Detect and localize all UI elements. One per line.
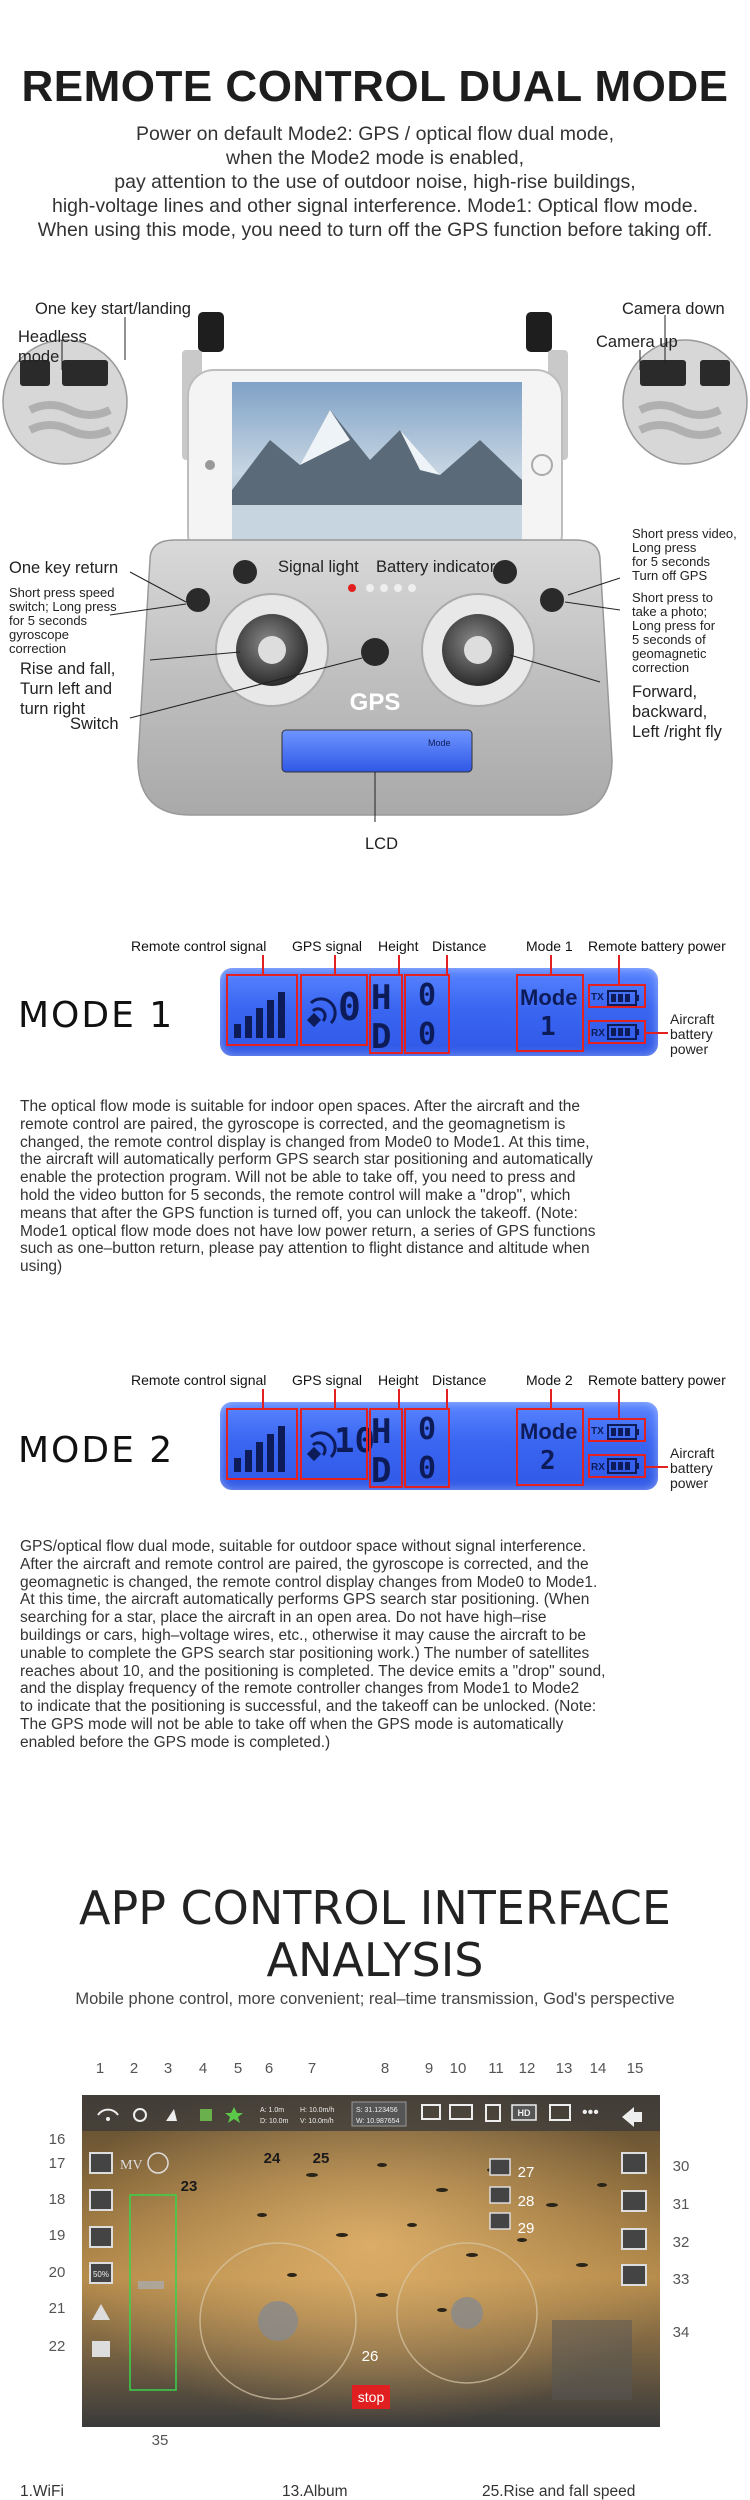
callout-9: 9 xyxy=(424,2060,434,2077)
video-icon xyxy=(90,2190,112,2210)
svg-text:stop: stop xyxy=(357,2389,385,2405)
m1-mode-word: Mode xyxy=(520,985,578,1010)
callout-32: 32 xyxy=(672,2234,690,2251)
callout-27: 27 xyxy=(517,2164,535,2181)
intro-line: Power on default Mode2: GPS / optical flow dual mode, xyxy=(135,123,615,145)
m2-mode-word: Mode xyxy=(520,1419,578,1444)
callout-7: 7 xyxy=(307,2060,317,2077)
follow-icon xyxy=(622,2265,646,2285)
battery-icon xyxy=(200,2109,212,2121)
m2-d: D xyxy=(371,1451,392,1491)
callout-18: 18 xyxy=(48,2191,66,2208)
callout-8: 8 xyxy=(380,2060,390,2077)
m2-label-remote-signal: Remote control signal xyxy=(131,1372,267,1388)
callout-23: 23 xyxy=(180,2178,198,2195)
m1-label-distance: Distance xyxy=(432,938,487,954)
m2-tx: TX xyxy=(591,1426,604,1437)
intro-line: pay attention to the use of outdoor noise, high-rise buildings, xyxy=(114,171,636,193)
svg-text:W: 10.987654: W: 10.987654 xyxy=(356,2118,400,2125)
m2-label-mode: Mode 2 xyxy=(526,1372,573,1388)
callout-35: 35 xyxy=(151,2432,169,2449)
m1-d: D xyxy=(371,1017,392,1057)
callout-24: 24 xyxy=(263,2150,281,2167)
callout-1: 1 xyxy=(95,2060,105,2077)
label-headless: Headless mode xyxy=(18,328,87,366)
callout-14: 14 xyxy=(589,2060,607,2077)
app-title: APP CONTROL INTERFACE ANALYSIS xyxy=(78,1881,671,1987)
photo-icon xyxy=(90,2153,112,2173)
label-signal-light: Signal light xyxy=(278,558,359,576)
callout-12: 12 xyxy=(518,2060,536,2077)
m1-label-mode: Mode 1 xyxy=(526,938,573,954)
label-switch: Switch xyxy=(70,715,119,733)
label-battery-indicator: Battery indicator xyxy=(376,558,496,576)
gravity-icon xyxy=(90,2227,112,2247)
label-camera-down: Camera down xyxy=(622,300,725,318)
gesture-icon xyxy=(622,2229,646,2249)
svg-text:D: 10.0m: D: 10.0m xyxy=(260,2118,289,2125)
photo-button xyxy=(540,588,564,612)
legend-item: 25.Rise and fall speed xyxy=(482,2483,636,2500)
one-key-start-button xyxy=(233,560,257,584)
m2-aircraft-battery: Aircraft battery power xyxy=(670,1445,715,1491)
m2-label-gps: GPS signal xyxy=(292,1372,363,1388)
m1-d-val: 0 xyxy=(418,1017,437,1052)
label-one-key-start: One key start/landing xyxy=(35,300,191,318)
m1-tx: TX xyxy=(591,992,604,1003)
rotate360-icon xyxy=(622,2153,646,2173)
switch-button xyxy=(361,638,389,666)
intro-line: high-voltage lines and other signal interference. Mode1: Optical flow mode. xyxy=(51,195,699,217)
more-icon: ••• xyxy=(582,2104,599,2121)
callout-34: 34 xyxy=(672,2324,690,2341)
m1-label-gps: GPS signal xyxy=(292,938,363,954)
callout-31: 31 xyxy=(672,2196,690,2213)
callout-16: 16 xyxy=(48,2131,66,2148)
signal-light xyxy=(348,584,356,592)
callout-21: 21 xyxy=(48,2300,66,2317)
mv-icon: MV xyxy=(120,2158,143,2173)
callout-4: 4 xyxy=(198,2060,208,2077)
m1-h: H xyxy=(371,978,392,1018)
svg-text:S: 31.123456: S: 31.123456 xyxy=(356,2107,398,2114)
callout-10: 10 xyxy=(449,2060,467,2077)
m1-mode-num: 1 xyxy=(540,1012,556,1042)
callout-13: 13 xyxy=(555,2060,573,2077)
app-subtitle: Mobile phone control, more convenient; real–time transmission, God's perspective xyxy=(75,1990,675,2008)
left-virtual-stick xyxy=(258,2301,298,2341)
m2-gps-count: 10 xyxy=(334,1421,375,1461)
m1-gps-count: 0 xyxy=(338,985,361,1029)
svg-text:H: 10.0m/h: H: 10.0m/h xyxy=(300,2107,335,2114)
camera-up-button xyxy=(493,560,517,584)
mode2-description: GPS/optical flow dual mode, suitable for outdoor space without signal interference. After the aircraft and remote control are paired, the gyroscope is corrected, and the geomagnetic is changed, the remote control display changes from Mode0 to Mode1. At this time, the aircraft automatically performs GPS search star positioning. (When searching for a star, place the aircraft in an open area. Do not have high–rise buildings or cars, high–voltage wires, etc., otherwise it may cause the aircraft to be unable to complete the GPS search star positioning work.) The number of satellites reaches about 10, and the positioning is completed. The device emits a "drop" sound, and the display frequency of the remote controller changes from Mode1 to Mode2 to indicate that the positioning is successful, and the takeoff can be unlocked. (Note: The GPS mode will not be able to take off when the GPS mode is automatically enabled before the GPS mode is completed.) xyxy=(20,1538,606,1751)
m2-label-remote-battery: Remote battery power xyxy=(588,1372,726,1388)
label-photo: Short press to take a photo; Long press for 5 seconds of geomagnetic correction xyxy=(632,590,716,675)
svg-text:A: 1.0m: A: 1.0m xyxy=(260,2107,285,2114)
lcd-mode-text: Mode xyxy=(428,738,451,748)
callout-22: 22 xyxy=(48,2338,66,2355)
m1-h-val: 0 xyxy=(418,978,437,1013)
label-one-key-return: One key return xyxy=(9,559,119,577)
m2-h-val: 0 xyxy=(418,1412,437,1447)
gps-logo: GPS xyxy=(349,689,401,716)
left-antenna xyxy=(198,312,224,352)
intro-line: When using this mode, you need to turn off the GPS function before taking off. xyxy=(37,219,713,241)
legend-item: 13.Album xyxy=(282,2483,348,2500)
controller-lcd xyxy=(282,730,472,772)
callout-6: 6 xyxy=(264,2060,274,2077)
svg-text:HD: HD xyxy=(517,2108,531,2118)
right-virtual-stick xyxy=(451,2297,483,2329)
page-title: REMOTE CONTROL DUAL MODE xyxy=(21,62,729,111)
right-closeup xyxy=(623,340,747,464)
callout-15: 15 xyxy=(626,2060,644,2077)
app-screen xyxy=(82,2095,660,2427)
callout-2: 2 xyxy=(129,2060,139,2077)
callout-28: 28 xyxy=(517,2193,535,2210)
callout-19: 19 xyxy=(48,2227,66,2244)
callout-29: 29 xyxy=(517,2220,535,2237)
label-speed-switch: Short press speed switch; Long press for 5 seconds gyroscope correction xyxy=(9,585,117,656)
minimap xyxy=(552,2320,632,2400)
label-camera-up: Camera up xyxy=(596,333,678,351)
intro-text xyxy=(0,122,750,242)
m2-label-distance: Distance xyxy=(432,1372,487,1388)
m2-label-height: Height xyxy=(378,1372,419,1388)
callout-30: 30 xyxy=(672,2158,690,2175)
m2-d-val: 0 xyxy=(418,1451,437,1486)
m1-rx: RX xyxy=(591,1028,605,1039)
m1-label-remote-battery: Remote battery power xyxy=(588,938,726,954)
label-lcd: LCD xyxy=(365,835,399,853)
intro-line: when the Mode2 mode is enabled, xyxy=(225,147,525,169)
label-video: Short press video, Long press for 5 seconds Turn off GPS xyxy=(632,526,737,583)
callout-20: 20 xyxy=(48,2264,66,2281)
m1-aircraft-battery: Aircraft battery power xyxy=(670,1011,715,1057)
mode1-title: MODE 1 xyxy=(18,995,175,1036)
callout-33: 33 xyxy=(672,2271,690,2288)
callout-17: 17 xyxy=(48,2155,66,2172)
svg-text:V: 10.0m/h: V: 10.0m/h xyxy=(300,2118,334,2125)
mode1-description: The optical flow mode is suitable for indoor open spaces. After the aircraft and the remote control are paired, the gyroscope is corrected, and the geomagnetism is changed, the remote control display is changed from Mode0 to Mode1. At this time, the aircraft will automatically perform GPS search star positioning and automatically enable the protection program. Will not be able to take off, you need to press and hold the video button for 5 seconds, the remote control will make a "drop", which means that after the GPS function is turned off, you can unlock the takeoff. (Note: Mode1 optical flow mode does not have low power return, a series of GPS functions such as one–button return, please pay attention to flight distance and altitude when using) xyxy=(20,1098,596,1276)
callout-26: 26 xyxy=(361,2348,379,2365)
one-key-return-button xyxy=(186,588,210,612)
m2-h: H xyxy=(371,1412,392,1452)
legend-item: 1.WiFi xyxy=(20,2483,64,2500)
m1-label-height: Height xyxy=(378,938,419,954)
svg-text:50%: 50% xyxy=(92,2270,110,2279)
callout-5: 5 xyxy=(233,2060,243,2077)
mode2-title: MODE 2 xyxy=(18,1430,175,1471)
m2-rx: RX xyxy=(591,1462,605,1473)
callout-25: 25 xyxy=(312,2150,330,2167)
lock-icon xyxy=(92,2341,110,2357)
m1-label-remote-signal: Remote control signal xyxy=(131,938,267,954)
callout-3: 3 xyxy=(163,2060,173,2077)
right-antenna xyxy=(526,312,552,352)
callout-11: 11 xyxy=(488,2060,504,2077)
headless-icon xyxy=(622,2191,646,2211)
label-rise-fall: Rise and fall, Turn left and turn right xyxy=(20,660,116,718)
m2-mode-num: 2 xyxy=(540,1446,556,1476)
label-forward: Forward, backward, Left /right fly xyxy=(632,683,722,741)
